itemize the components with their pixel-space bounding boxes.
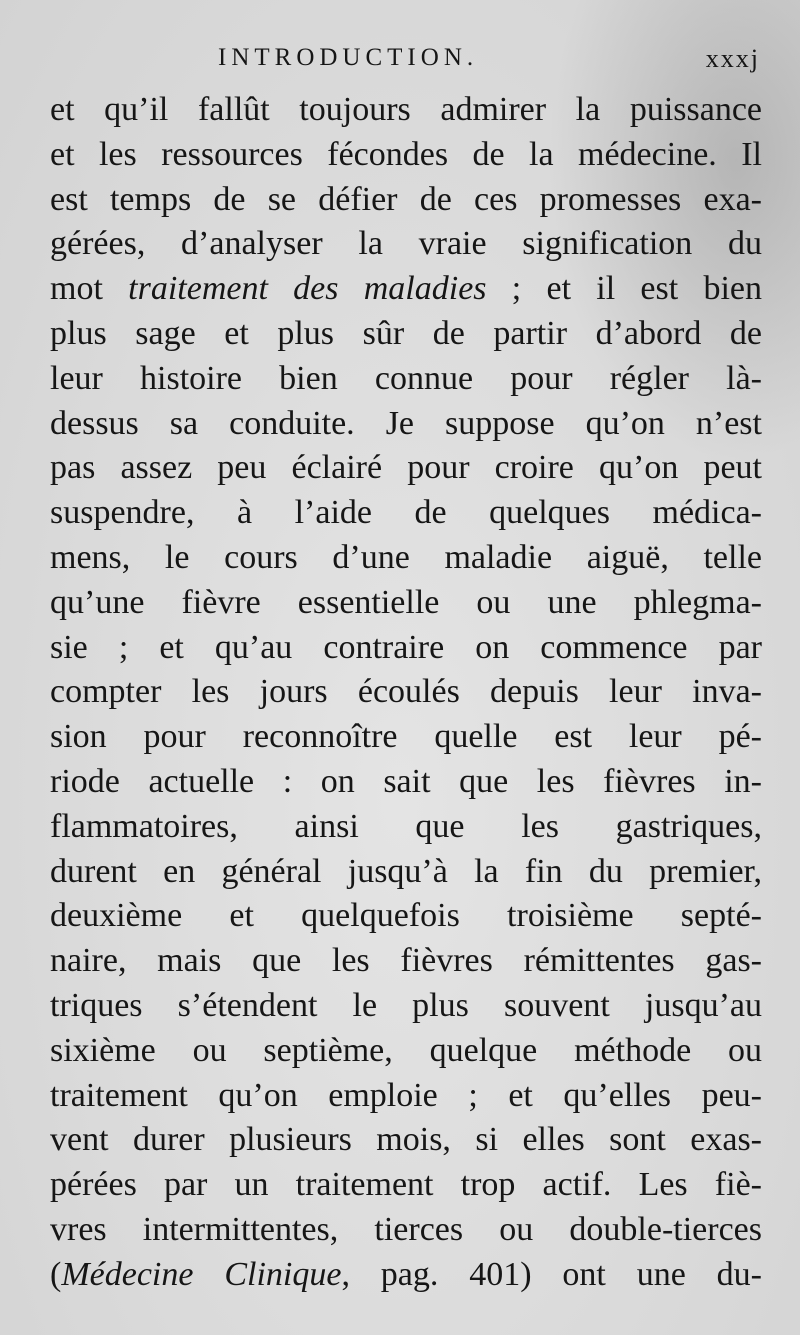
text-line: deuxième et quelquefois troisième septé- (50, 897, 762, 935)
italic-title: traitement des maladies (128, 270, 487, 308)
text-line: vres intermittentes, tierces ou double-tierces (50, 1210, 762, 1248)
text-line: triques s’étendent le plus souvent jusqu’au (50, 986, 762, 1024)
text-line: durent en général jusqu’à la fin du premier, (50, 852, 762, 890)
text-line: riode actuelle : on sait que les fièvres in- (50, 762, 762, 800)
text-line: pas assez peu éclairé pour croire qu’on peut (50, 449, 762, 487)
text-line: mens, le cours d’une maladie aiguë, telle (50, 538, 762, 576)
page-header (50, 36, 760, 86)
body-text (50, 88, 762, 1298)
italic-title: Médecine Clinique (61, 1255, 342, 1293)
text-line: vent durer plusieurs mois, si elles sont exas- (50, 1121, 762, 1159)
running-head: INTRODUCTION. (218, 44, 479, 71)
text-line: flammatoires, ainsi que les gastriques, (50, 807, 762, 845)
text-line: et qu’il fallût toujours admirer la puissance (50, 91, 762, 128)
text-line: est temps de se défier de ces promesses exa- (50, 180, 762, 218)
text-line: naire, mais que les fièvres rémittentes gas- (50, 942, 762, 980)
text-segment: mot (50, 270, 129, 308)
page-number: xxxj (705, 44, 760, 73)
text-line: dessus sa conduite. Je suppose qu’on n’est (50, 404, 762, 442)
text-line: suspendre, à l’aide de quelques médica- (50, 494, 762, 532)
text-line: traitement qu’on emploie ; et qu’elles peu- (50, 1076, 762, 1114)
text-line (50, 267, 762, 312)
text-line (50, 1253, 762, 1298)
text-line: sion pour reconnoître quelle est leur pé- (50, 718, 762, 756)
text-line: leur histoire bien connue pour régler là- (50, 359, 762, 397)
text-line: gérées, d’analyser la vraie signification du (50, 225, 762, 263)
text-line: pérées par un traitement trop actif. Les fiè- (50, 1166, 762, 1204)
text-segment: ; et il est bien (486, 270, 762, 308)
text-line: compter les jours écoulés depuis leur inva- (50, 673, 762, 711)
text-line: sixième ou septième, quelque méthode ou (50, 1031, 762, 1069)
text-segment: , pag. 401) ont une du- (341, 1255, 762, 1293)
text-segment: ( (50, 1255, 62, 1293)
text-line: sie ; et qu’au contraire on commence par (50, 628, 762, 666)
text-line: et les ressources fécondes de la médecine. Il (50, 135, 762, 173)
text-line: qu’une fièvre essentielle ou une phlegma- (50, 583, 762, 621)
text-line: plus sage et plus sûr de partir d’abord de (50, 314, 762, 352)
